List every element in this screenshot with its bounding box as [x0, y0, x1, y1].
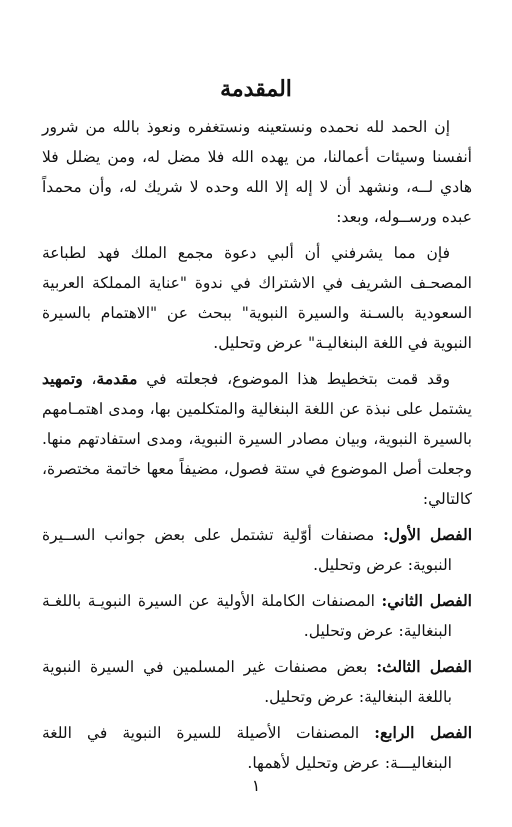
chapter-label: الفصل الثاني: — [381, 591, 472, 610]
keyword-muqaddima: مقدمة — [96, 369, 138, 388]
keyword-tamhid: وتمهيد — [42, 369, 83, 388]
chapter-text: مصنفات أوّلية تشتمل على بعض جوانب الســيرة النبوية: عرض وتحليل. — [42, 526, 452, 574]
chapter-item-3 — [42, 652, 472, 712]
chapter-item-1 — [42, 520, 472, 580]
paragraph-2: فإن مما يشرفني أن ألبي دعوة مجمع الملك فهد لطباعة المصحـف الشريف في الاشتراك في ندوة "عناية المملكة العربية السعودية بالسـنة والسيرة النبوية" ببحث عن "الاهتمام بالسيرة النبوية في اللغة البنغاليـة" عرض وتحليل. — [42, 244, 472, 352]
chapter-text: بعض مصنفات غير المسلمين في السيرة النبوية باللغة البنغالية: عرض وتحليل. — [42, 658, 452, 706]
chapter-list — [42, 520, 472, 778]
paragraph-3-text-start: وقد قمت بتخطيط هذا الموضوع، فجعلته في — [137, 370, 450, 388]
paragraph-3-text-mid: ، — [82, 370, 97, 388]
paragraph-1: إن الحمد لله نحمده ونستعينه ونستغفره ونعوذ بالله من شرور أنفسنا وسيئات أعمالنا، من يهده الله فلا مضل له، ومن يضلل فلا هادي لــه، ونشهد أن لا إله إلا الله وحده لا شريك له، وأن محمداً عبده ورســوله، وبعد: — [42, 118, 472, 226]
chapter-item-2 — [42, 586, 472, 646]
chapter-item-4 — [42, 718, 472, 778]
chapter-label: الفصل الثالث: — [376, 657, 472, 676]
paragraph-3-text-end: يشتمل على نبذة عن اللغة البنغالية والمتكلمين بها، ومدى اهتمـامهم بالسيرة النبوية، وبيان مصادر السيرة النبوية، ومدى استفادتهم منها. وجعلت أصل الموضوع في ستة فصول، مضيفاً معها خاتمة مختصرة، كالتالي: — [42, 400, 472, 508]
chapter-label: الفصل الأول: — [383, 525, 473, 544]
paragraph-3 — [42, 364, 472, 514]
chapter-label: الفصل الرابع: — [374, 723, 472, 742]
chapter-text: المصنفات الأصيلة للسيرة النبوية في اللغة البنغاليـــة: عرض وتحليل لأهمها. — [42, 724, 452, 772]
chapter-text: المصنفات الكاملة الأولية عن السيرة النبويـة باللغـة البنغالية: عرض وتحليل. — [42, 592, 452, 640]
page-title: المقدمة — [220, 76, 292, 102]
page-number: ١ — [251, 776, 261, 795]
body-text — [42, 112, 472, 784]
